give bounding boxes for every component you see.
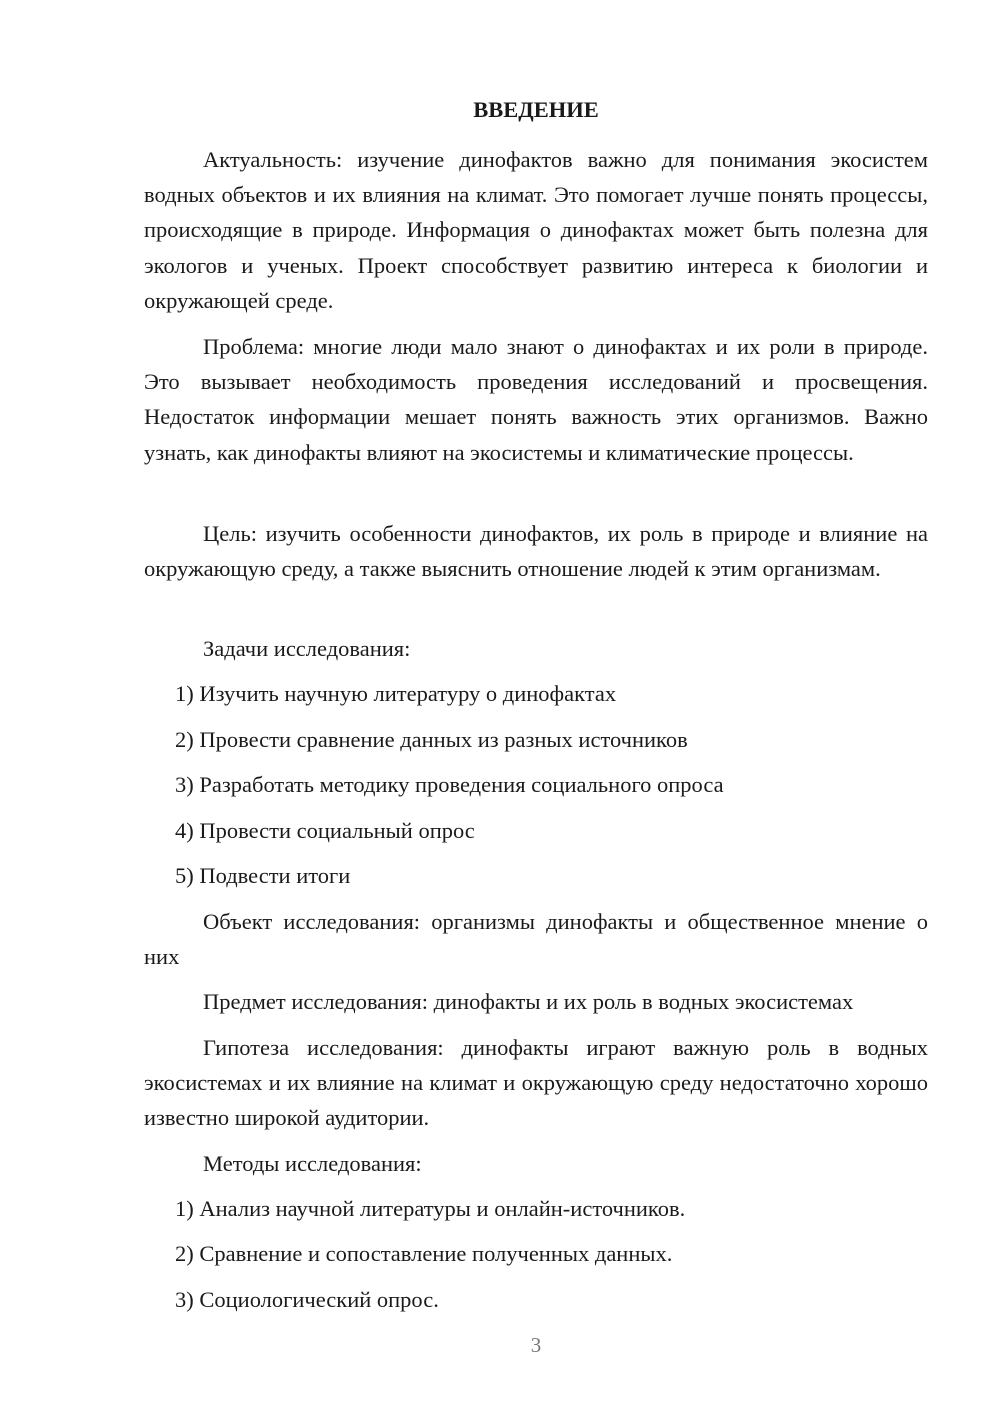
list-item: 1) Анализ научной литературы и онлайн-источников. [175, 1196, 686, 1221]
hypothesis-paragraph: Гипотеза исследования: динофакты играют важную роль в водных экосистемах и их влияние на климат и окружающую среду недостаточно хорошо известно широкой аудитории. [144, 1035, 928, 1131]
list-item: 3) Социологический опрос. [175, 1287, 439, 1312]
list-item: 2) Сравнение и сопоставление полученных данных. [175, 1241, 673, 1266]
list-item: 4) Провести социальный опрос [175, 818, 475, 843]
list-item: 1) Изучить научную литературу о динофактах [175, 681, 617, 706]
object-paragraph: Объект исследования: организмы динофакты и общественное мнение о них [144, 909, 928, 970]
page-number: 3 [530, 1333, 542, 1357]
list-item: 2) Провести сравнение данных из разных источников [175, 727, 688, 752]
subject-paragraph: Предмет исследования: динофакты и их роль в водных экосистемах [203, 989, 854, 1014]
tasks-title: Задачи исследования: [203, 636, 411, 661]
goal-paragraph: Цель: изучить особенности динофактов, их роль в природе и влияние на окружающую среду, а также выяснить отношение людей к этим организмам. [144, 521, 928, 582]
methods-title: Методы исследования: [203, 1151, 422, 1176]
list-item: 5) Подвести итоги [175, 863, 351, 888]
problem-paragraph: Проблема: многие люди мало знают о динофактах и их роли в природе. Это вызывает необходимость проведения исследований и просвещения. Недостаток информации мешает понять важность этих организмов. Важно узнать, как динофакты влияют на экосистемы и климатические процессы. [144, 334, 928, 465]
page-heading: ВВЕДЕНИЕ [473, 97, 599, 122]
list-item: 3) Разработать методику проведения социального опроса [175, 772, 724, 797]
relevance-paragraph: Актуальность: изучение динофактов важно для понимания экосистем водных объектов и их влияния на климат. Это помогает лучше понять процессы, происходящие в природе. Информация о динофактах может быть полезна для экологов и ученых. Проект способствует развитию интереса к биологии и окружающей среде. [144, 147, 928, 313]
